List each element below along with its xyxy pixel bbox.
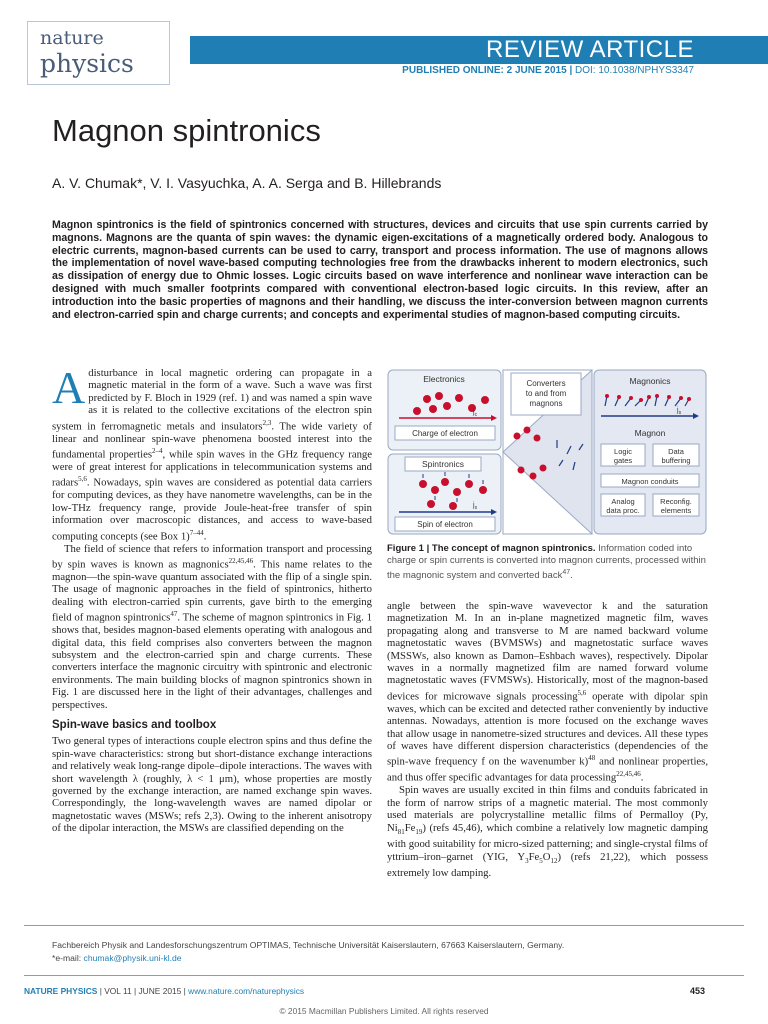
text: ) (refs 21,22), which possess extremely low damping.	[387, 850, 708, 880]
reference[interactable]: 47	[562, 569, 571, 576]
article-title: Magnon spintronics	[52, 113, 321, 148]
reference[interactable]: 2,3	[262, 418, 272, 427]
reference[interactable]: 7–44	[189, 528, 204, 537]
paragraph-2	[52, 543, 372, 711]
magnon-label: Magnon	[634, 428, 666, 438]
analog-line-2: data proc.	[606, 506, 640, 515]
paragraph-3: Two general types of interactions couple electron spins and thus define the spin-wave characteristics: strong but short-distance exchange interactions and relatively weak long-range dipole–dipole interactions. The waves with short wavelength λ (roughly, λ < 1 μm), whose properties are mostly governed by the exchange interaction, are named exchange spin waves. Correspondingly, the long-wavelength waves are named dipolar or magnetostatic waves (MSWs; refs 2,3). Owing to the inherent anisotropy of the dipolar interaction, the MSWs are classified depending on the	[52, 735, 372, 835]
electronics-label: Electronics	[423, 374, 465, 384]
converters-line-1: Converters	[526, 379, 566, 388]
text: . Nowadays, spin waves are considered as potential data carriers for computing devices, as they have nanometre wavelengths, can be in the low-THz frequency range, provide Joule-heat-free transfer of spin information over macroscopic distances, and access to wave-based computing concepts (see Box 1)	[52, 476, 372, 543]
logic-gates-line-1: Logic	[614, 447, 632, 456]
reference[interactable]: 47	[170, 610, 178, 619]
text: .	[570, 570, 573, 582]
section-heading: Spin-wave basics and toolbox	[52, 718, 217, 731]
text: operate with dipolar spin waves, which can be excited and detected rather conveniently by inductive antennas. Nowadays, attention is more focused on the exchange waves that allow usage in nanometre-sized structures and devices. All these types of waves have different dispersion characteristics (dependencies of the spin-wave frequency f on the wavenumber k)	[387, 690, 708, 768]
logic-gates-line-2: gates	[613, 456, 633, 465]
reference[interactable]: 22,45,46	[228, 556, 254, 565]
drop-cap: A	[52, 362, 86, 413]
figure-caption	[387, 543, 708, 582]
reference[interactable]: 22,45,46	[616, 770, 641, 779]
body-column-left	[52, 362, 373, 835]
text: . This name relates to the magnon—the spin-wave quantum associated with the flip of a single spin. The usage of magnonic approaches in the field of spintronics, hitherto dealing with electron-carried spin currents, gave birth to the emerging field of magnon spintronics	[52, 558, 372, 624]
text: Fe	[528, 850, 540, 863]
reference[interactable]: 5,6	[78, 475, 87, 484]
subscript: 19	[415, 827, 423, 836]
section-label: REVIEW ARTICLE	[486, 36, 694, 63]
doi-link[interactable]: DOI: 10.1038/NPHYS3347	[575, 65, 694, 76]
text: ) (refs 45,46), which combine a relatively low magnetic damping with good suitability for micro-sized patterning; and single-crystal films of yttrium–iron–garnet (YIG, Y	[387, 821, 708, 863]
separator: |	[566, 65, 576, 76]
paragraph-1	[52, 362, 373, 543]
text: Fe	[404, 821, 416, 834]
logo-physics-text: physics	[40, 49, 134, 78]
caption-text: Information coded into charge or spin currents is converted into magnon currents, processed within the magnonic system and converted back	[387, 543, 706, 582]
journal-name: NATURE PHYSICS	[24, 986, 98, 996]
subscript: 5	[539, 856, 543, 865]
paragraph-5	[387, 784, 708, 879]
text: .	[640, 771, 644, 784]
text: disturbance in local magnetic ordering can propagate in a magnetic material in the form of a wave. Such a wave was first predicted by F. Bloch in 1929 (ref. 1) and was named a spin wave as it is related to the collective excitations of the electron spin system in ferromagnetic metals and insulators	[52, 367, 372, 433]
reconfig-line-2: elements	[660, 506, 692, 515]
converters-line-2: to and from	[525, 389, 567, 398]
paragraph-4	[387, 600, 708, 784]
text: , while spin waves in the GHz frequency range were of great interest for applications in telecommunication systems and radars	[52, 448, 373, 489]
volume-info: | VOL 11 | JUNE 2015 |	[97, 986, 189, 996]
reconfig-line-1: Reconfig.	[660, 497, 692, 506]
subscript: 3	[525, 856, 529, 865]
charge-of-electron-label: Charge of electron	[412, 429, 478, 438]
subscript: 12	[550, 856, 558, 865]
analog-line-1: Analog	[611, 497, 635, 506]
text: and nonlinear properties, and thus offer specific advantages for data processing	[387, 756, 708, 784]
email-link[interactable]: chumak@physik.uni-kl.de	[83, 953, 182, 963]
journal-url[interactable]: www.nature.com/naturephysics	[188, 986, 305, 996]
spintronics-label: Spintronics	[421, 459, 465, 469]
footer-divider	[24, 925, 744, 926]
js-label: $j_s$	[473, 502, 478, 511]
magnon-conduits-label: Magnon conduits	[621, 477, 679, 486]
text: O	[542, 850, 551, 863]
reference[interactable]: 48	[588, 754, 596, 763]
text: The field of science that refers to information transport and processing by spin waves is known as magnonics	[52, 542, 372, 571]
logo-nature-text: nature	[40, 27, 104, 49]
affiliation: Fachbereich Physik and Landesforschungszentrum OPTIMAS, Technische Universität Kaiserslautern, 67663 Kaiserslautern, Germany.	[52, 940, 565, 950]
body-column-right	[387, 600, 708, 880]
magnonics-label: Magnonics	[629, 376, 671, 386]
text: . The scheme of magnon spintronics in Fig. 1 shows that, besides magnon-based elements operating with analogous and digital data, this field comprises also converters between the magnon subsystem and the electron-carried spin and charge currents. These converters interface the magnonic circuitry with spintronic and electronic environments. The main building blocks of magnon spintronics shown in Fig. 1 are discussed here in the light of their advantages, challenges and perspectives.	[52, 611, 373, 711]
figure-1	[387, 366, 707, 538]
data-buffering-line-1: Data	[668, 447, 684, 456]
article-abstract: Magnon spintronics is the field of spintronics concerned with structures, devices and circuits that use spin currents carried by magnons. Magnons are the quanta of spin waves: the dynamic eigen-excitations of a magnetically ordered body. Analogous to electric currents, magnon-based currents can be used to carry, transport and process information. The use of magnons allows the implementation of novel wave-based computing technologies free from the drawbacks inherent to modern electronics, such as dissipation of energy due to Ohmic losses. Logic circuits based on wave interference and nonlinear wave interaction can be designed with much smaller footprints compared with conventional electron-based logic circuits. In this review, after an introduction into the basic properties of magnons and their handling, we discuss the inter-conversion between magnon currents and electron-carried spin and charge currents; and concepts and experimental studies of magnon-based computing circuits.	[52, 219, 708, 321]
email-prefix: *e-mail:	[52, 953, 84, 963]
text: .	[203, 530, 207, 543]
text: . The wide variety of linear and nonlinear spin-wave phenomena boosted interest into the fundamental properties	[52, 420, 372, 461]
section-banner	[190, 36, 768, 64]
subscript: 81	[397, 827, 405, 836]
caption-title: Figure 1 | The concept of magnon spintronics.	[387, 543, 596, 554]
journal-footer	[24, 986, 304, 996]
reference[interactable]: 5,6	[577, 688, 587, 697]
converters-line-3: magnons	[529, 399, 563, 408]
reference[interactable]: 2–4	[151, 447, 163, 455]
published-date: PUBLISHED ONLINE: 2 JUNE 2015	[402, 65, 567, 76]
text: angle between the spin-wave wavevector k and the saturation magnetization M. In an in-plane magnetized magnetic film, waves propagating along and transverse to M are named backward volume magnetostatic waves (BVMSWs) and magnetostatic surface waves (MSSWs, also known as Damon–Eshbach waves), respectively. Dipolar waves in a normally magnetized film are named forward volume magnetostatic waves (FVMSWs). Historically, most of the magnon-based devices for microwave signals processing	[387, 600, 708, 703]
article-authors: A. V. Chumak*, V. I. Vasyuchka, A. A. Serga and B. Hillebrands	[52, 175, 442, 191]
page-number: 453	[690, 986, 706, 996]
data-buffering-line-2: buffering	[661, 456, 691, 465]
jc-label: $j_c$	[473, 409, 478, 418]
jm-label: $j_s$	[677, 407, 682, 416]
journal-logo	[27, 21, 170, 85]
footer-divider-2	[24, 975, 744, 976]
copyright-notice: © 2015 Macmillan Publishers Limited. All rights reserved	[279, 1006, 489, 1016]
corresponding-email	[52, 953, 182, 963]
spin-of-electron-label: Spin of electron	[417, 520, 473, 529]
publication-line	[402, 65, 694, 76]
text: Spin waves are usually excited in thin films and conduits fabricated in the form of narrow strips of a magnetic material. The most commonly used materials are polycrystalline metallic films of Permalloy (Py, Ni	[387, 784, 708, 834]
